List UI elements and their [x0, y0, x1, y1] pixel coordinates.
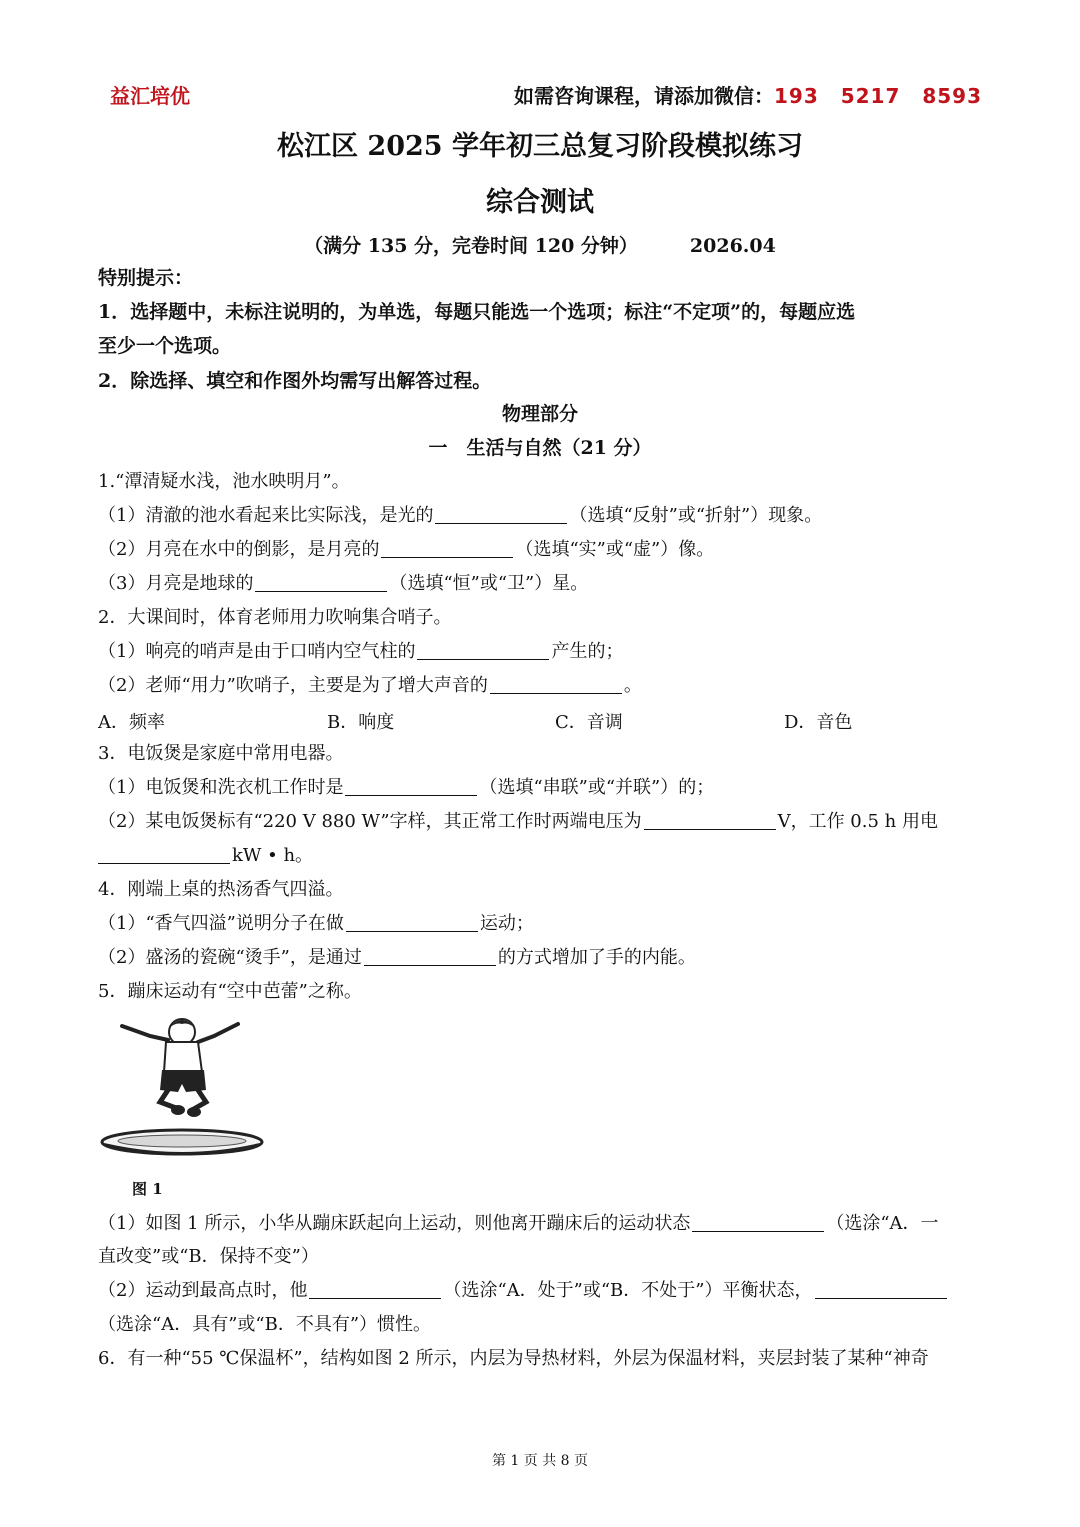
q3-p2-hint: V，工作 0.5 h 用电 [777, 811, 938, 832]
q2-option-d[interactable]: D．音色 [784, 712, 853, 733]
q2-p2-hint: 。 [623, 675, 642, 696]
q3-stem: 3．电饭煲是家庭中常用电器。 [98, 743, 344, 764]
q2-p2-text: （2）老师“用力”吹哨子，主要是为了增大声音的 [98, 675, 488, 696]
q4-p1-hint: 运动； [479, 913, 534, 934]
q2-part1 [98, 640, 982, 664]
q5-p2-hint: （选涂“A．处于”或“B．不处于”）平衡状态， [443, 1280, 813, 1301]
contact-prefix: 如需咨询课程，请添加微信： [513, 84, 774, 108]
note-2: 2．除选择、填空和作图外均需写出解答过程。 [98, 370, 492, 392]
q5-part1 [98, 1212, 982, 1236]
exam-title: 松江区 2025 学年初三总复习阶段模拟练习 [277, 131, 803, 162]
answer-blank[interactable] [98, 845, 230, 864]
q3-part2-cont [98, 844, 982, 868]
answer-blank[interactable] [644, 811, 776, 830]
q2-p1-text: （1）响亮的哨声是由于口哨内空气柱的 [98, 641, 416, 662]
answer-blank[interactable] [255, 573, 387, 592]
q3-part1 [98, 776, 982, 800]
q5-p2-text: （2）运动到最高点时，他 [98, 1280, 308, 1301]
answer-blank[interactable] [309, 1280, 441, 1299]
page-footer: 第 1 页 共 8 页 [491, 1453, 589, 1469]
q3-p2-text: （2）某电饭煲标有“220 V 880 W”字样，其正常工作时两端电压为 [98, 811, 642, 832]
q1-p3-text: （3）月亮是地球的 [98, 573, 254, 594]
exam-subtitle: 综合测试 [486, 187, 594, 218]
q5-p1-text: （1）如图 1 所示，小华从蹦床跃起向上运动，则他离开蹦床后的运动状态 [98, 1213, 691, 1234]
q4-p2-text: （2）盛汤的瓷碗“烫手”，是通过 [98, 947, 362, 968]
answer-blank[interactable] [692, 1213, 824, 1232]
q2-option-b[interactable]: B．响度 [327, 712, 395, 733]
q6-stem: 6．有一种“55 ℃保温杯”，结构如图 2 所示，内层为导热材料，外层为保温材料，夹层封装了某种“神奇 [98, 1348, 929, 1369]
q2-part2 [98, 674, 982, 698]
q3-p2-unit: kW • h。 [232, 845, 314, 866]
q4-stem: 4．刚端上桌的热汤香气四溢。 [98, 879, 344, 900]
q4-p2-hint: 的方式增加了手的内能。 [497, 947, 696, 968]
answer-blank[interactable] [490, 675, 622, 694]
answer-blank[interactable] [346, 913, 478, 932]
q4-part1 [98, 912, 982, 936]
note-1a: 1．选择题中，未标注说明的，为单选，每题只能选一个选项；标注“不定项”的，每题应选 [98, 301, 856, 323]
q1-part1 [98, 504, 982, 528]
answer-blank[interactable] [435, 505, 567, 524]
q4-part2 [98, 946, 982, 970]
brand-name: 益汇培优 [110, 84, 190, 108]
contact-line [514, 80, 982, 109]
trampoline-figure [98, 1010, 268, 1200]
q1-p3-hint: （选填“恒”或“卫”）星。 [389, 573, 589, 594]
q2-option-c[interactable]: C．音调 [555, 712, 623, 733]
answer-blank[interactable] [364, 947, 496, 966]
q1-p1-hint: （选填“反射”或“折射”）现象。 [569, 505, 823, 526]
q1-p1-text: （1）清澈的池水看起来比实际浅，是光的 [98, 505, 434, 526]
q3-p1-text: （1）电饭煲和洗衣机工作时是 [98, 777, 344, 798]
exam-date: 2026.04 [689, 235, 776, 257]
q1-stem: 1.“潭清疑水浅，池水映明月”。 [98, 471, 350, 492]
q5-p1-hint: （选涂“A．一 [826, 1213, 939, 1234]
q5-part2 [98, 1279, 982, 1303]
q1-part3 [98, 572, 982, 596]
q1-part2 [98, 538, 982, 562]
q5-stem: 5．蹦床运动有“空中芭蕾”之称。 [98, 981, 362, 1002]
q2-option-a[interactable]: A．频率 [98, 712, 165, 733]
figure-1-label: 图 1 [132, 1180, 163, 1198]
q1-p2-hint: （选填“实”或“虚”）像。 [515, 539, 715, 560]
notes-heading: 特别提示： [98, 267, 194, 289]
q4-p1-text: （1）“香气四溢”说明分子在做 [98, 913, 344, 934]
trampoline-jumper-illustration [98, 1010, 268, 1200]
exam-info [0, 231, 1080, 258]
q2-stem: 2．大课间时，体育老师用力吹响集合哨子。 [98, 607, 452, 628]
wechat-phone: 193 5217 8593 [773, 84, 982, 108]
q3-part2 [98, 810, 982, 834]
section-heading: 一 生活与自然（21 分） [428, 437, 652, 459]
note-1b: 至少一个选项。 [98, 335, 232, 357]
q3-p1-hint: （选填“串联”或“并联”）的； [479, 777, 715, 798]
q5-part2-cont: （选涂“A．具有”或“B．不具有”）惯性。 [98, 1314, 432, 1335]
q2-p1-hint: 产生的； [551, 641, 624, 662]
answer-blank[interactable] [381, 539, 513, 558]
answer-blank[interactable] [345, 777, 477, 796]
q5-part1-cont: 直改变”或“B．保持不变”） [98, 1246, 319, 1267]
q1-p2-text: （2）月亮在水中的倒影，是月亮的 [98, 539, 380, 560]
part-heading: 物理部分 [501, 403, 578, 425]
answer-blank[interactable] [417, 641, 549, 660]
answer-blank[interactable] [815, 1280, 947, 1299]
score-time-info: （满分 135 分，完卷时间 120 分钟） [304, 235, 638, 257]
